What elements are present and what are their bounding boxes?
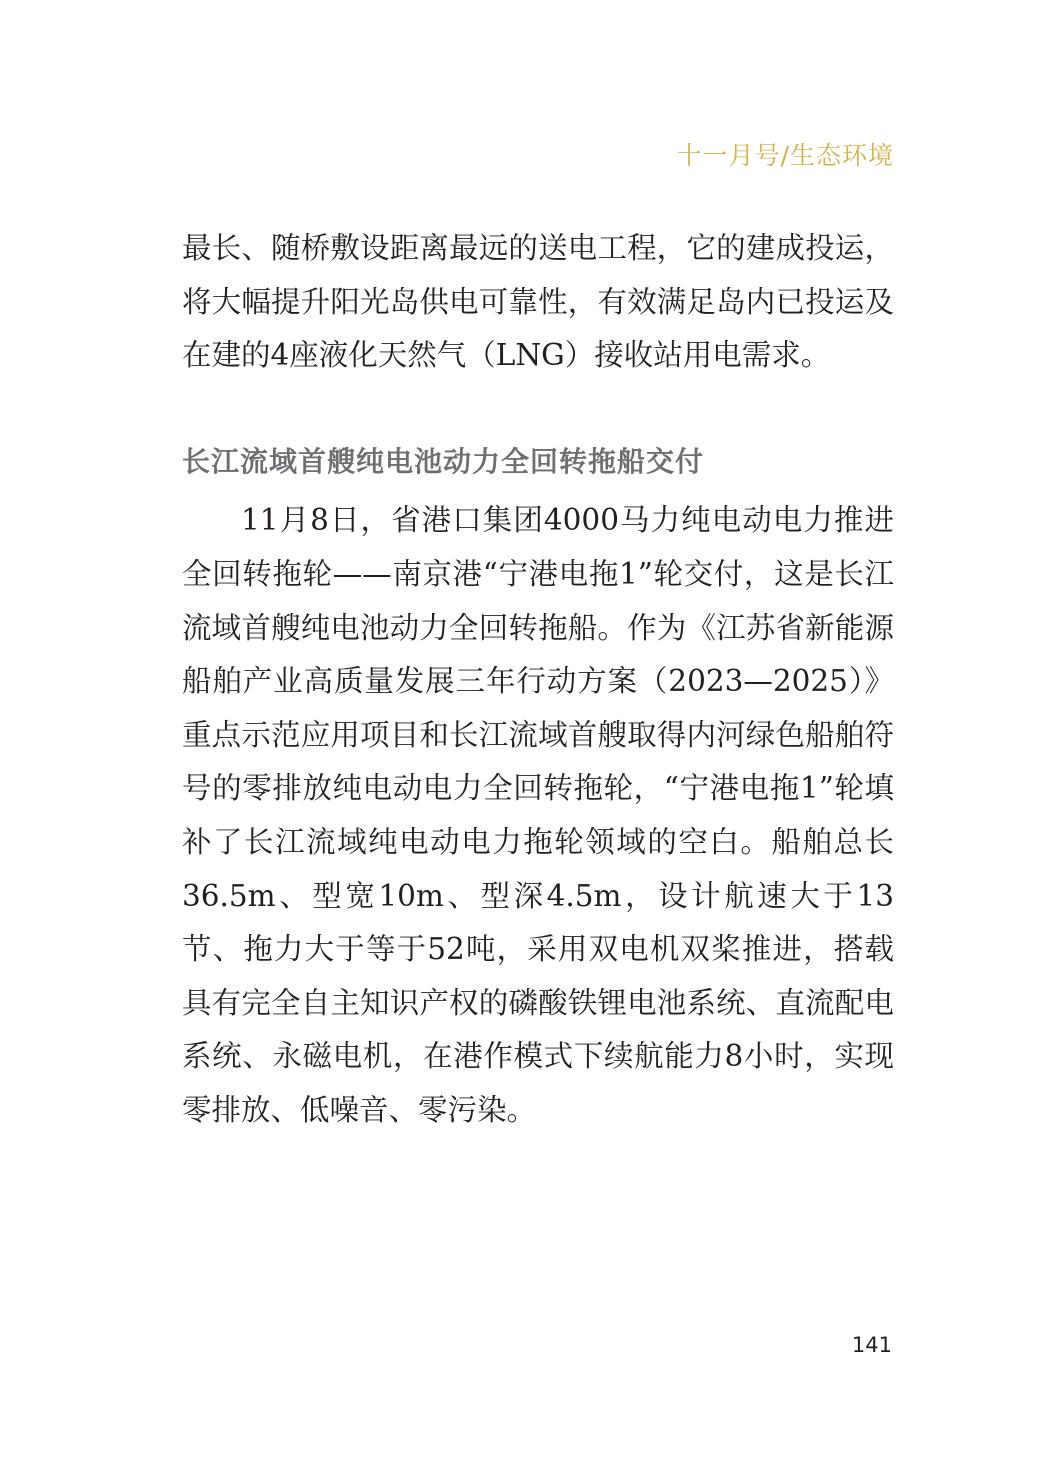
continued-paragraph: 最长、随桥敷设距离最远的送电工程，它的建成投运，将大幅提升阳光岛供电可靠性，有效满足岛内已投运及在建的4座液化天然气（LNG）接收站用电需求。 bbox=[182, 231, 894, 373]
page-number: 141 bbox=[851, 1333, 892, 1357]
article-heading: 长江流域首艘纯电池动力全回转拖船交付 bbox=[182, 444, 705, 478]
article-paragraph: 11月8日，省港口集团4000马力纯电动电力推进全回转拖轮——南京港“宁港电拖1”轮交付，这是长江流域首艘纯电池动力全回转拖船。作为《江苏省新能源船舶产业高质量发展三年行动方案（2023—2025）》重点示范应用项目和长江流域首艘取得内河绿色船舶符号的零排放纯电动电力全回转拖轮，“宁港电拖1”轮填补了长江流域纯电动电力拖轮领域的空白。船舶总长36.5m、型宽10m、型深4.5m，设计航速大于13节、拖力大于等于52吨，采用双电机双桨推进，搭载具有完全自主知识产权的磷酸铁锂电池系统、直流配电系统、永磁电机，在港作模式下续航能力8小时，实现零排放、低噪音、零污染。 bbox=[182, 503, 894, 1127]
section-header: 十一月号/生态环境 bbox=[676, 141, 894, 170]
article-body bbox=[182, 222, 894, 1138]
